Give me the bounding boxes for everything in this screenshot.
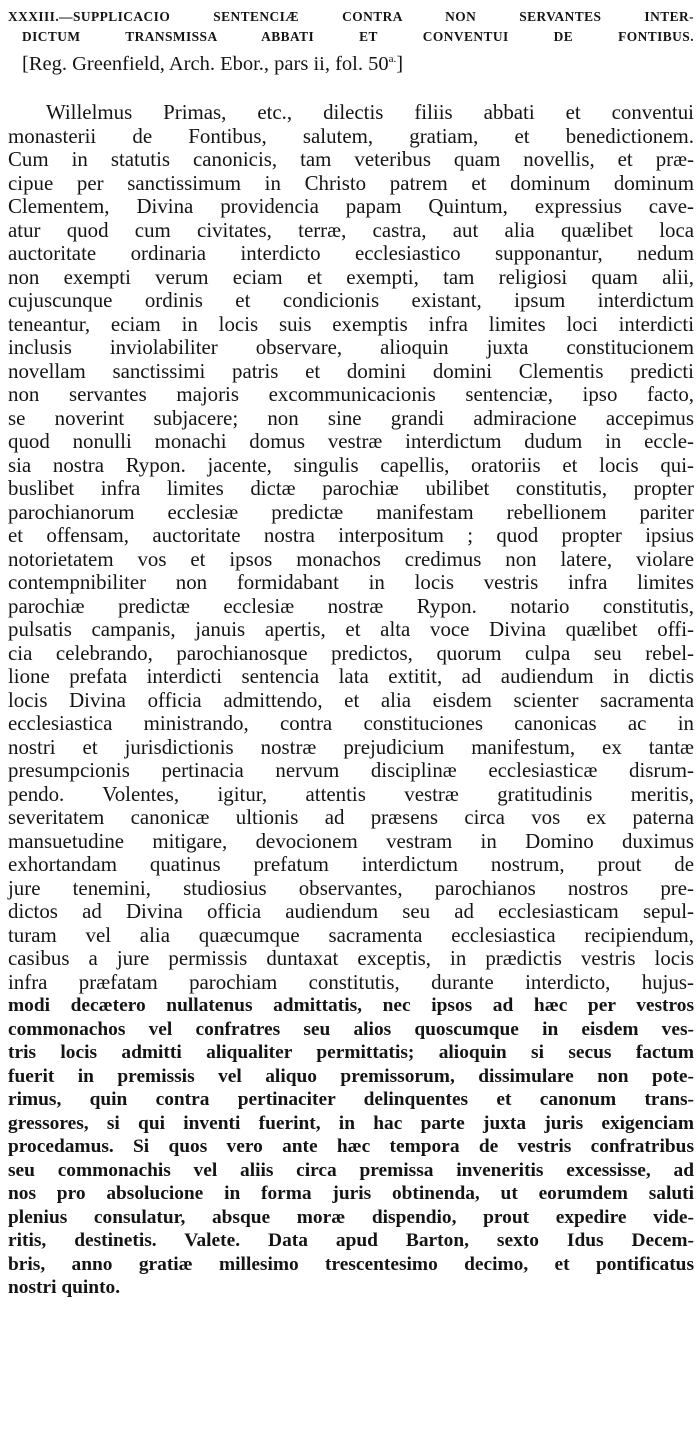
body-line: exhortandam quatinus prefatum interdictum nostrum, prout de: [8, 852, 694, 876]
body-line: non servantes majoris excommunicacionis sentenciæ, ipso facto,: [8, 382, 694, 406]
body-line: jure tenemini, studiosius observantes, parochianos nostros pre-: [8, 875, 694, 900]
body-line: pendo. Volentes, igitur, attentis vestræ gratitudinis meritis,: [8, 781, 694, 806]
body-line: seu commonachis vel aliis circa premissa inveneritis excessisse, ad: [8, 1159, 694, 1181]
body-line: inclusis inviolabiliter observare, alioquin juxta constitucionem: [8, 335, 694, 359]
body-line: turam vel alia quæcumque sacramenta ecclesiastica recipiendum,: [8, 922, 694, 947]
body-line: ecclesiastica ministrando, contra constituciones canonicas ac in: [8, 711, 694, 735]
body-line: severitatem canonicæ ultionis ad præsens circa vos ex paterna: [8, 805, 694, 829]
body-line: contempnibiliter non formidabant in locis vestris infra limites: [8, 570, 694, 594]
body-line: quod nonulli monachi domus vestræ interdictum dudum in eccle-: [8, 429, 694, 453]
body-line: lione prefata interdicti sentencia lata extitit, ad audiendum in dictis: [8, 664, 694, 688]
body-line: ritis, destinetis. Valete. Data apud Barton, sexto Idus Decem-: [8, 1230, 694, 1251]
body-line: Clementem, Divina providencia papam Quintum, expressius cave-: [8, 194, 694, 218]
body-line: gressores, si qui inventi fuerint, in hac parte juxta juris exigenciam: [8, 1112, 694, 1134]
body-line: nostri quinto.: [8, 1277, 121, 1298]
body-line: se noverint subjacere; non sine grandi admiracione accepimus: [8, 405, 694, 430]
letter-body: [8, 101, 694, 1300]
document-heading: [8, 7, 694, 47]
body-line: monasterii de Fontibus, salutem, gratiam, et benedictionem.: [8, 123, 694, 148]
body-line: teneantur, eciam in locis suis exemptis infra limites loci interdicti: [8, 311, 694, 336]
body-line: Willelmus Primas, etc., dilectis filiis abbati et conventui: [46, 100, 694, 124]
body-line: presumpcionis pertinacia nervum disciplinæ ecclesiasticæ disrum-: [8, 758, 694, 782]
body-line: non exempti verum eciam et exempti, tam religiosi quam alii,: [8, 264, 694, 289]
body-line: parochiæ predictæ ecclesiæ nostræ Rypon. notario constitutis,: [8, 593, 694, 618]
reference-text: [Reg. Greenfield, Arch. Ebor., pars ii, fol. 50: [22, 53, 389, 75]
body-line: parochianorum ecclesiæ predictæ manifestam rebellionem pariter: [8, 499, 694, 524]
body-line: novellam sanctissimi patris et domini domini Clementis predicti: [8, 358, 694, 383]
reference-close-bracket: ]: [396, 53, 404, 75]
body-line: nostri et jurisdictionis nostræ prejudicium manifestum, ex tantæ: [8, 734, 694, 759]
body-line: rimus, quin contra pertinaciter delinquentes et canonum trans-: [8, 1089, 694, 1110]
body-line: modi decætero nullatenus admittatis, nec ipsos ad hæc per vestros: [8, 995, 694, 1016]
body-line: tris locis admitti aliqualiter permittatis; alioquin si secus factum: [8, 1042, 694, 1063]
body-line: notorietatem vos et ipsos monachos credimus non latere, violare: [8, 546, 694, 571]
body-line: cujuscunque ordinis et condicionis existant, ipsum interdictum: [8, 288, 694, 312]
reference-folio-superscript: a.: [388, 53, 397, 65]
body-line: mansuetudine mitigare, devocionem vestram in Domino duximus: [8, 828, 694, 853]
body-line: buslibet infra limites dictæ parochiæ ubilibet constitutis, propter: [8, 476, 694, 500]
body-line: cia celebrando, parochianosque predictos, quorum culpa seu rebel-: [8, 640, 694, 665]
body-line: sia nostra Rypon. jacente, singulis capellis, oratoriis et locis qui-: [8, 452, 694, 477]
body-line: cipue per sanctissimum in Christo patrem et dominum dominum: [8, 170, 694, 195]
body-line: nos pro absolucione in forma juris obtinenda, ut eorumdem saluti: [8, 1183, 694, 1204]
register-reference: [8, 47, 694, 76]
body-line: fuerit in premissis vel aliquo premissorum, dissimulare non pote-: [8, 1065, 694, 1087]
body-line: pulsatis campanis, januis apertis, et alta voce Divina quælibet offi-: [8, 617, 694, 641]
body-line: casibus a jure permissis duntaxat exceptis, in prædictis vestris locis: [8, 946, 694, 970]
heading-line: DICTUM TRANSMISSA ABBATI ET CONVENTUI DE FONTIBUS.: [22, 29, 694, 44]
body-line: dictos ad Divina officia audiendum seu ad ecclesiasticam sepul-: [8, 899, 694, 923]
body-line: Cum in statutis canonicis, tam veteribus quam novellis, et præ-: [8, 147, 694, 171]
body-line: bris, anno gratiæ millesimo trescentesimo decimo, et pontificatus: [8, 1253, 694, 1275]
body-line: plenius consulatur, absque moræ dispendio, prout expedire vide-: [8, 1206, 694, 1228]
body-line: procedamus. Si quos vero ante hæc tempora de vestris confratribus: [8, 1136, 694, 1157]
body-line: locis Divina officia admittendo, et alia eisdem scienter sacramenta: [8, 687, 694, 712]
body-line: et offensam, auctoritate nostra interpositum ; quod propter ipsius: [8, 523, 694, 547]
heading-line: XXXIII.—SUPPLICACIO SENTENCIÆ CONTRA NON SERVANTES INTER-: [8, 9, 694, 24]
body-line: infra præfatam parochiam constitutis, durante interdicto, hujus-: [8, 969, 694, 994]
body-line: commonachos vel confratres seu alios quoscumque in eisdem ves-: [8, 1018, 694, 1040]
body-line: auctoritate ordinaria interdicto ecclesiastico supponantur, nedum: [8, 241, 694, 265]
body-line: atur quod cum civitates, terræ, castra, aut alia quælibet loca: [8, 217, 694, 242]
